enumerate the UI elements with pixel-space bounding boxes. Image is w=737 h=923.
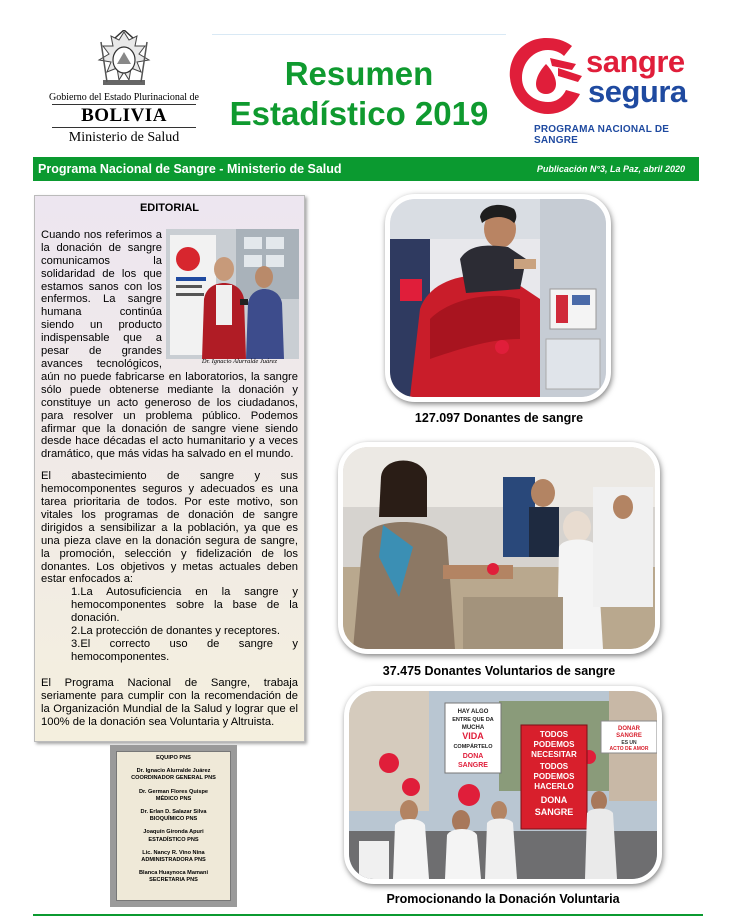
title-line-2: Estadístico 2019 bbox=[229, 94, 489, 132]
member-role: ESTADÍSTICO PNS bbox=[148, 836, 199, 843]
logo-word-segura: segura bbox=[588, 74, 687, 109]
svg-text:VIDA: VIDA bbox=[462, 731, 484, 741]
member-name: Dr. Erlan D. Salazar Silva bbox=[140, 809, 207, 816]
photo-caption-1: 127.097 Donantes de sangre bbox=[414, 411, 584, 425]
objectives-list bbox=[41, 586, 298, 663]
title-line-1: Resumen bbox=[284, 54, 434, 92]
svg-text:PODEMOS: PODEMOS bbox=[533, 740, 575, 749]
logo-tagline: PROGRAMA NACIONAL DE SANGRE bbox=[534, 124, 670, 146]
sangre-segura-logo bbox=[506, 34, 702, 146]
placard-2 bbox=[521, 725, 587, 829]
editorial-paragraph-2: El abastecimiento de sangre y sus hemocomponentes seguros y adecuados es una tarea prioritaria de todos. Por este motivo, son vitales los programas de donación de sangre dirigidos a sensibilizar a la población, ya que es una pieza clave en la donación segura de sangre, la promoción, selección y fidelización de los donantes. Los objetivos y metas actuales deben estar enfocados a: bbox=[41, 470, 298, 586]
member-role: COORDINADOR GENERAL PNS bbox=[131, 775, 216, 782]
coat-of-arms-icon bbox=[93, 30, 155, 90]
svg-text:ACTO DE AMOR: ACTO DE AMOR bbox=[609, 746, 649, 752]
team-member bbox=[120, 789, 227, 803]
gov-line-3: Ministerio de Salud bbox=[68, 130, 180, 145]
program-name: Programa Nacional de Sangre - Ministerio de Salud bbox=[38, 162, 342, 176]
page-title bbox=[212, 34, 506, 152]
svg-text:PODEMOS: PODEMOS bbox=[533, 772, 575, 781]
list-item: 2.La protección de donantes y receptores. bbox=[71, 625, 280, 638]
program-bar bbox=[33, 157, 699, 181]
team-box bbox=[110, 745, 237, 907]
team-member bbox=[120, 809, 227, 823]
gov-line-2: BOLIVIA bbox=[52, 104, 196, 128]
blood-drop-hand-icon bbox=[506, 34, 588, 124]
editorial-heading: EDITORIAL bbox=[139, 202, 200, 214]
bottom-divider bbox=[33, 914, 703, 916]
member-name: Blanca Huaynoca Mamani bbox=[138, 870, 208, 877]
team-member bbox=[120, 768, 227, 782]
svg-text:MUCHA: MUCHA bbox=[461, 725, 485, 731]
list-item: 1.La Autosuficiencia en la sangre y hemocomponentes sobre la base de la donación. bbox=[71, 586, 298, 625]
svg-text:NECESITAR: NECESITAR bbox=[531, 750, 577, 759]
editorial-photo bbox=[166, 229, 299, 365]
svg-text:SANGRE: SANGRE bbox=[534, 807, 574, 817]
placard-1 bbox=[445, 703, 501, 773]
svg-text:SANGRE: SANGRE bbox=[616, 733, 642, 739]
logo-word-sangre: sangre bbox=[586, 44, 685, 79]
member-name: Dr. German Flores Quispe bbox=[138, 788, 208, 795]
svg-text:SANGRE: SANGRE bbox=[458, 762, 488, 769]
member-name: Joaquín Gironda Apuri bbox=[143, 829, 204, 836]
publication-info: Publicación N°3, La Paz, abril 2020 bbox=[536, 164, 685, 174]
svg-text:HAY ALGO: HAY ALGO bbox=[457, 709, 489, 715]
svg-text:TODOS: TODOS bbox=[539, 762, 569, 771]
photo-blood-donor bbox=[385, 194, 611, 402]
member-role: SECRETARIA PNS bbox=[149, 877, 198, 884]
editorial-paragraph-1: Cuando nos referimos a la donación de sangre comunicamos la solidaridad de los que estamos sanos con los enfermos. La sangre humana continúa siendo un producto indispensable que a pesar de grandes avances tecnológicos, aún no puede fabricarse en laboratorios, la sangre sólo puede obtenerse mediante la donación y constituye un acto generoso de los ciudadanos, para resolver un problema público. Podemos afirmar que la donación de sangre viene siendo desde hace décadas el acto humanitario y a veces dramático, que más vidas ha salvado en el mundo. bbox=[41, 228, 298, 461]
svg-text:HACERLO: HACERLO bbox=[534, 782, 574, 791]
member-name: Dr. Ignacio Alurralde Juárez bbox=[136, 768, 211, 775]
svg-text:DONAR: DONAR bbox=[618, 726, 640, 732]
svg-text:DONA: DONA bbox=[540, 795, 568, 805]
government-logo bbox=[44, 30, 204, 154]
list-item: 3.El correcto uso de sangre y hemocomponentes. bbox=[71, 638, 298, 663]
editorial-box bbox=[34, 195, 305, 742]
photo-caption-2: 37.475 Donantes Voluntarios de sangre bbox=[382, 664, 616, 678]
photo-caption-3: Promocionando la Donación Voluntaria bbox=[386, 892, 620, 906]
team-title: EQUIPO PNS bbox=[156, 755, 191, 761]
svg-text:COMPÁRTELO: COMPÁRTELO bbox=[453, 744, 493, 750]
gov-line-1: Gobierno del Estado Plurinacional de bbox=[49, 92, 199, 103]
member-role: MÉDICO PNS bbox=[155, 795, 192, 802]
editorial-paragraph-3: El Programa Nacional de Sangre, trabaja seriamente para cumplir con la recomendación de la Organización Mundial de la Salud y lograr que el 100% de la donación sea Voluntaria y Altruista. bbox=[41, 676, 298, 728]
svg-text:ENTRE QUE DA: ENTRE QUE DA bbox=[452, 717, 494, 723]
team-member bbox=[120, 870, 227, 884]
member-name: Lic. Nancy R. Vino Nina bbox=[142, 849, 205, 856]
placard-3 bbox=[601, 721, 657, 753]
team-member bbox=[120, 829, 227, 843]
member-role: ADMINISTRADORA PNS bbox=[141, 857, 206, 864]
member-role: BIOQUÍMICO PNS bbox=[149, 816, 198, 823]
editorial-photo-caption: Dr. Ignacio Alurralde Juárez bbox=[201, 358, 277, 365]
photo-volunteer-donors bbox=[338, 442, 660, 654]
svg-text:TODOS: TODOS bbox=[539, 730, 569, 739]
team-member bbox=[120, 850, 227, 864]
svg-text:ES UN: ES UN bbox=[621, 740, 637, 746]
svg-text:DONA: DONA bbox=[462, 753, 484, 760]
photo-donation-march bbox=[344, 686, 662, 884]
